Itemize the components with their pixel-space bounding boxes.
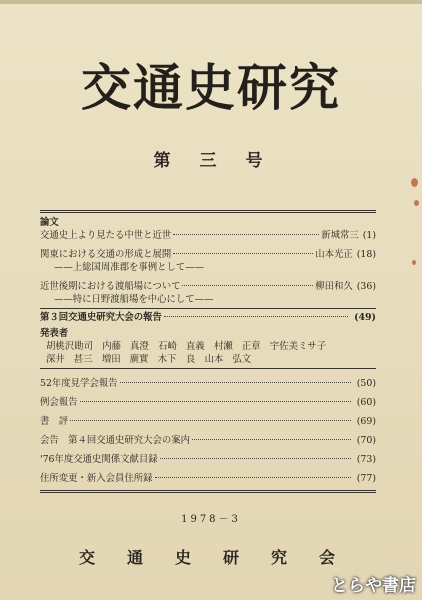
section-label-papers: 論文 (40, 217, 59, 228)
leader-dots (173, 253, 313, 254)
entry-title: 近世後期における渡船場について (40, 281, 181, 292)
entry-page: (60) (356, 397, 376, 408)
leader-dots (70, 420, 351, 421)
leader-dots (173, 234, 319, 235)
toc-entry (40, 377, 376, 390)
entry-page: (49) (354, 312, 376, 323)
toc-entry (40, 280, 376, 293)
divider (40, 368, 376, 369)
entry-title: 52年度見学会報告 (40, 378, 118, 389)
divider (40, 210, 376, 213)
toc-entry (40, 248, 376, 261)
leader-dots (182, 285, 313, 286)
entry-title: 会告 第４回交通史研究大会の案内 (40, 435, 191, 446)
publication-date: 1978－3 (181, 514, 241, 525)
stain-spot (412, 260, 416, 265)
entry-subtitle: ——特に日野渡船場を中心にして—— (54, 294, 214, 305)
toc-entry (40, 396, 376, 409)
entry-title: '76年度交通史関係文献目録 (40, 454, 158, 465)
entry-page: (18) (356, 249, 376, 260)
leader-dots (160, 458, 351, 459)
journal-title: 交通史研究 (81, 58, 341, 117)
stain-spot (414, 200, 419, 206)
entry-subtitle: ——上総国周准郡を事例として—— (54, 262, 205, 273)
entry-author: 柳田和久 (315, 281, 353, 292)
entry-title: 関東における交通の形成と展開 (40, 249, 172, 260)
entry-page: (69) (356, 416, 376, 427)
presenters-row: 深井 甚三 増田 廣實 木下 良 山本 弘文 (46, 354, 252, 365)
presenters-row: 胡桃沢勘司 内藤 真澄 石崎 直義 村瀬 正章 宇佐美ミサ子 (46, 341, 327, 352)
presenters-list (40, 340, 376, 366)
leader-dots (164, 316, 348, 317)
toc-entry (40, 229, 376, 242)
entry-author: 新城常三 (321, 230, 359, 241)
leader-dots (192, 439, 351, 440)
toc-entry (40, 472, 376, 485)
entry-title: 交通史上より見たる中世と近世 (40, 230, 172, 241)
issue-number: 第 三 号 (153, 151, 269, 171)
entry-title: 住所変更・新入会員住所録 (40, 473, 153, 484)
publisher-name: 交 通 史 研 究 会 (78, 548, 343, 567)
shop-watermark: とらや書店 (331, 576, 416, 596)
table-of-contents (40, 208, 376, 495)
entry-page: (77) (356, 473, 376, 484)
entry-page: (73) (356, 454, 376, 465)
entry-title: 書 評 (40, 416, 69, 427)
section-label-presenters: 発表者 (40, 328, 69, 339)
entry-page: (1) (362, 230, 376, 241)
entry-page: (36) (356, 281, 376, 292)
divider (40, 490, 376, 493)
toc-entry (40, 453, 376, 466)
entry-page: (70) (356, 435, 376, 446)
entry-page: (50) (356, 378, 376, 389)
entry-title: 第３回交通史研究大会の報告 (40, 312, 162, 323)
toc-entry (40, 311, 376, 324)
entry-author: 山本光正 (315, 249, 353, 260)
leader-dots (120, 382, 351, 383)
toc-entry (40, 434, 376, 447)
divider (40, 308, 376, 309)
top-edge (0, 0, 422, 4)
stain-spot (411, 178, 418, 187)
toc-entry (40, 415, 376, 428)
leader-dots (155, 477, 351, 478)
leader-dots (80, 401, 351, 402)
entry-title: 例会報告 (40, 397, 78, 408)
